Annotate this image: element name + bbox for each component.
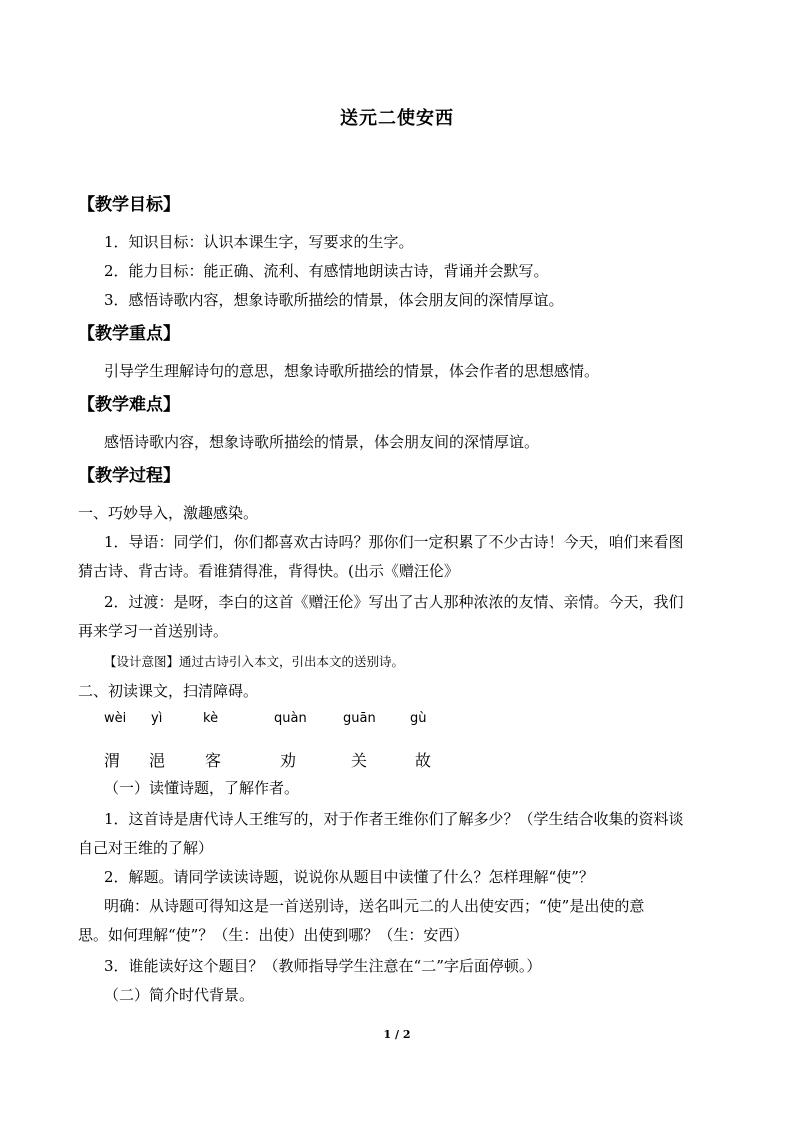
pinyin-label: gù	[410, 711, 427, 726]
paragraph-line: 明确：从诗题可得知这是一首送别诗，送名叫元二的人出使安西；“使”是出使的意	[104, 897, 645, 915]
paragraph-line: 2．过渡：是呀，李白的这首《赠汪伦》写出了古人那种浓浓的友情、亲情。今天，我们	[104, 593, 684, 611]
paragraph-line: 猜古诗、背古诗。看谁猜得准，背得快。(出示《赠汪伦》	[78, 562, 459, 580]
paragraph-line: 2．解题。请同学读读诗题，说说你从题目中读懂了什么？怎样理解“使”？	[104, 868, 594, 886]
goal-item: 1．知识目标：认识本课生字，写要求的生字。	[104, 233, 414, 251]
character: 劝	[280, 751, 297, 770]
focus-text: 引导学生理解诗句的意思，想象诗歌所描绘的情景，体会作者的思想感情。	[104, 362, 600, 380]
paragraph-line: 思。如何理解“使”？（生：出使）出使到哪？（生：安西）	[78, 926, 469, 944]
paragraph-line: 1．导语：同学们，你们都喜欢古诗吗？那你们一定积累了不少古诗！今天，咱们来看图	[104, 533, 684, 551]
difficulty-text: 感悟诗歌内容，想象诗歌所描绘的情景，体会朋友间的深情厚谊。	[104, 433, 540, 451]
pinyin-label: quàn	[274, 711, 307, 726]
section-heading-difficulty: 【教学难点】	[78, 395, 180, 415]
paragraph-line: 1．这首诗是唐代诗人王维写的，对于作者王维你们了解多少？（学生结合收集的资料谈	[104, 810, 684, 828]
character: 客	[205, 751, 222, 770]
character: 关	[351, 751, 368, 770]
design-note: 【设计意图】通过古诗引入本文，引出本文的送别诗。	[104, 654, 405, 669]
page-title: 送元二使安西	[340, 108, 454, 129]
character: 渭	[104, 751, 121, 770]
section-heading-process: 【教学过程】	[78, 466, 180, 486]
section-heading-goals: 【教学目标】	[78, 195, 180, 215]
goal-item: 3．感悟诗歌内容，想象诗歌所描绘的情景，体会朋友间的深情厚谊。	[104, 291, 564, 309]
pinyin-label: yì	[151, 711, 163, 726]
part-title: 一、巧妙导入，激趣感染。	[78, 504, 259, 522]
goal-item: 2．能力目标：能正确、流利、有感情地朗读古诗，背诵并会默写。	[104, 262, 549, 280]
pinyin-label: guān	[343, 711, 376, 726]
paragraph-line: 再来学习一首送别诗。	[78, 622, 229, 640]
page-number: 1 / 2	[383, 1028, 411, 1041]
character: 浥	[149, 751, 166, 770]
paragraph-line: 3．谁能读好这个题目？（教师指导学生注意在“二”字后面停顿。）	[104, 957, 542, 975]
section-heading-focus: 【教学重点】	[78, 324, 180, 344]
part-title: 二、初读课文，扫清障碍。	[78, 682, 259, 700]
character: 故	[415, 751, 432, 770]
subsection-title: （二）简介时代背景。	[104, 986, 255, 1004]
paragraph-line: 自己对王维的了解）	[78, 839, 214, 857]
pinyin-label: wèi	[104, 711, 127, 726]
subsection-title: （一）读懂诗题，了解作者。	[104, 779, 300, 797]
pinyin-label: kè	[203, 711, 219, 726]
